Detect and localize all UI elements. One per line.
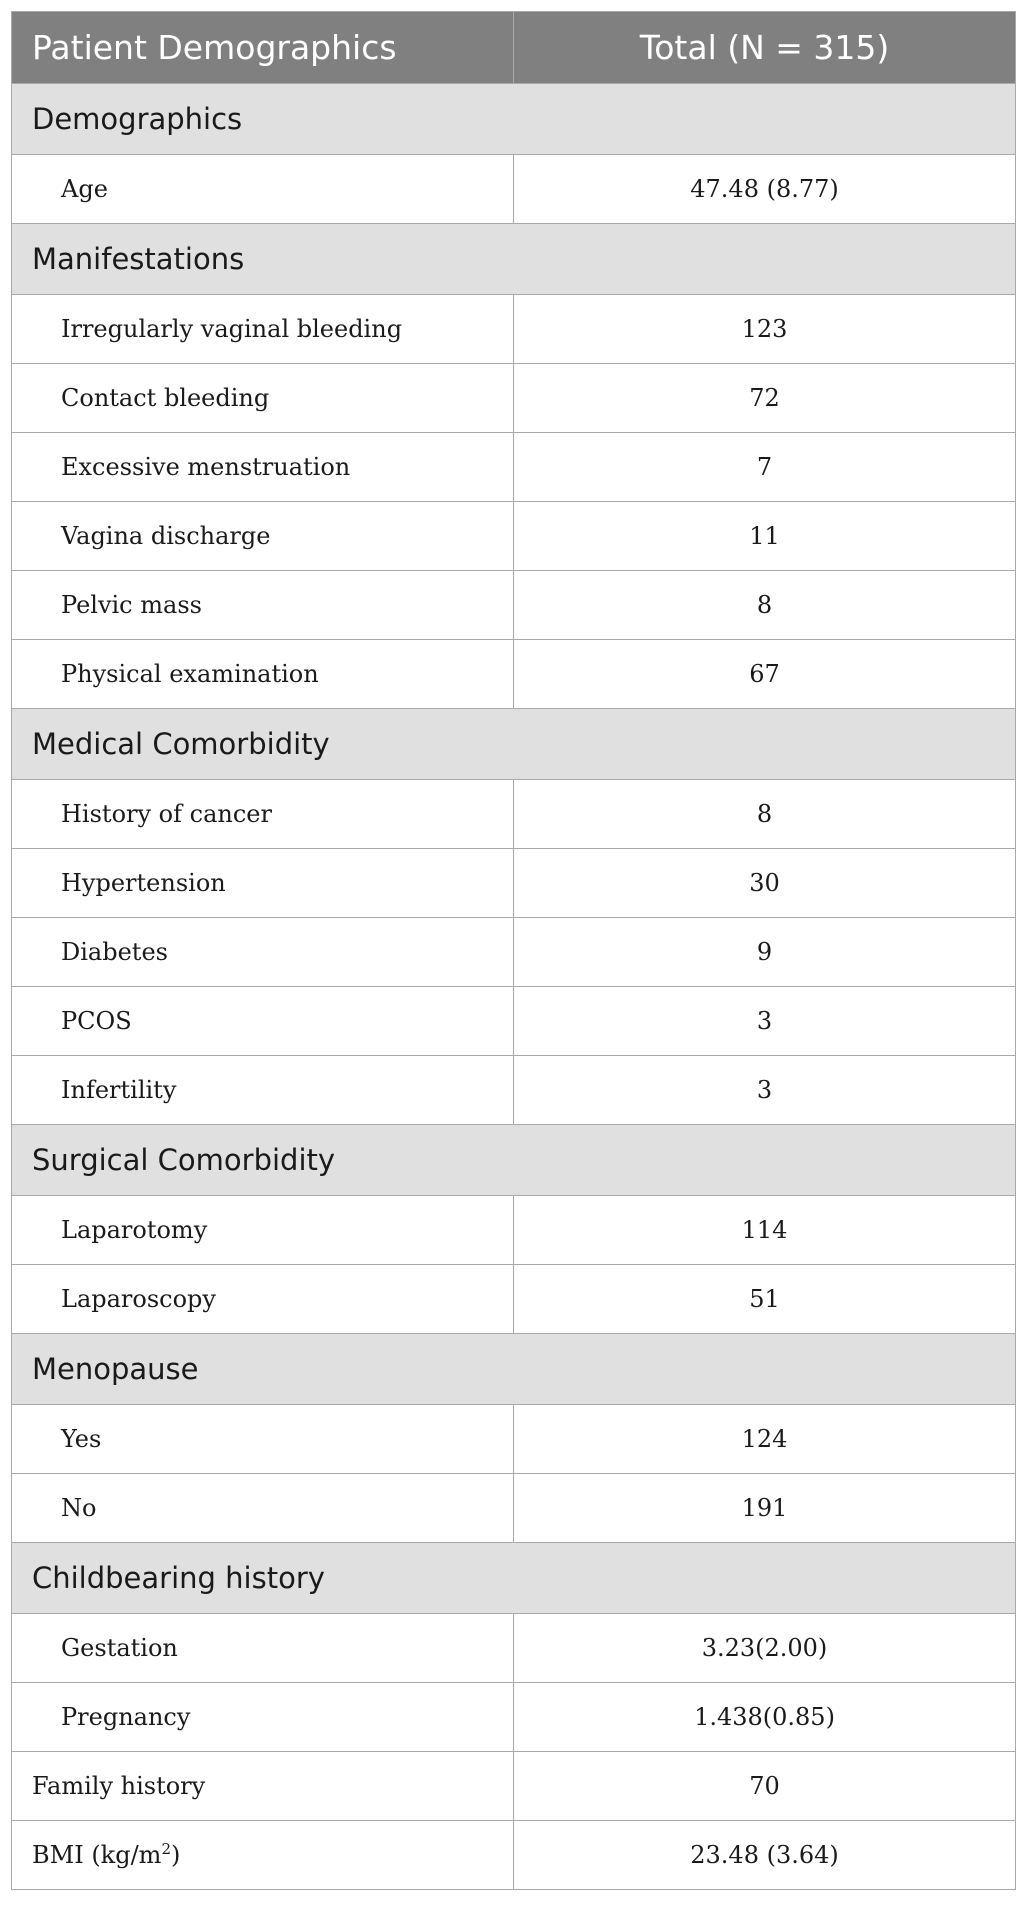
row-value: 51 xyxy=(514,1265,1016,1334)
row-value: 3.23(2.00) xyxy=(514,1614,1016,1683)
table-row xyxy=(12,571,1016,640)
table-row xyxy=(12,1614,1016,1683)
table-row xyxy=(12,1752,1016,1821)
section-demographics xyxy=(12,84,1016,155)
table-row xyxy=(12,1265,1016,1334)
row-label: Infertility xyxy=(12,1056,514,1125)
section-title: Surgical Comorbidity xyxy=(12,1125,1016,1196)
table-header-row xyxy=(12,12,1016,84)
table-row xyxy=(12,918,1016,987)
row-value: 47.48 (8.77) xyxy=(514,155,1016,224)
row-value: 1.438(0.85) xyxy=(514,1683,1016,1752)
section-menopause xyxy=(12,1334,1016,1405)
bmi-label-suffix: ) xyxy=(170,1841,181,1869)
row-value: 70 xyxy=(514,1752,1016,1821)
row-value: 191 xyxy=(514,1474,1016,1543)
section-manifestations xyxy=(12,224,1016,295)
row-label: Diabetes xyxy=(12,918,514,987)
table-row xyxy=(12,1056,1016,1125)
row-value: 123 xyxy=(514,295,1016,364)
table-row xyxy=(12,987,1016,1056)
row-value: 8 xyxy=(514,571,1016,640)
row-label: Irregularly vaginal bleeding xyxy=(12,295,514,364)
row-value: 9 xyxy=(514,918,1016,987)
row-label: Physical examination xyxy=(12,640,514,709)
section-title: Childbearing history xyxy=(12,1543,1016,1614)
table-row xyxy=(12,849,1016,918)
header-label: Patient Demographics xyxy=(12,12,514,84)
section-title: Manifestations xyxy=(12,224,1016,295)
row-value: 11 xyxy=(514,502,1016,571)
row-value: 23.48 (3.64) xyxy=(514,1821,1016,1890)
row-value: 3 xyxy=(514,1056,1016,1125)
bmi-label-superscript: 2 xyxy=(161,1840,171,1858)
demographics-table xyxy=(11,11,1016,1890)
section-title: Menopause xyxy=(12,1334,1016,1405)
row-value: 7 xyxy=(514,433,1016,502)
row-value: 30 xyxy=(514,849,1016,918)
row-label: PCOS xyxy=(12,987,514,1056)
row-value: 72 xyxy=(514,364,1016,433)
row-label: Age xyxy=(12,155,514,224)
row-value: 67 xyxy=(514,640,1016,709)
row-label xyxy=(12,1821,514,1890)
section-childbearing-history xyxy=(12,1543,1016,1614)
section-medical-comorbidity xyxy=(12,709,1016,780)
row-label: No xyxy=(12,1474,514,1543)
row-label: Laparoscopy xyxy=(12,1265,514,1334)
row-label: Contact bleeding xyxy=(12,364,514,433)
row-label: History of cancer xyxy=(12,780,514,849)
row-value: 3 xyxy=(514,987,1016,1056)
row-label: Yes xyxy=(12,1405,514,1474)
row-label: Vagina discharge xyxy=(12,502,514,571)
row-label: Excessive menstruation xyxy=(12,433,514,502)
row-label: Hypertension xyxy=(12,849,514,918)
section-title: Demographics xyxy=(12,84,1016,155)
row-label: Family history xyxy=(12,1752,514,1821)
section-surgical-comorbidity xyxy=(12,1125,1016,1196)
table-row xyxy=(12,155,1016,224)
table-row xyxy=(12,1821,1016,1890)
table-row xyxy=(12,502,1016,571)
table-row xyxy=(12,364,1016,433)
table-row xyxy=(12,433,1016,502)
row-value: 8 xyxy=(514,780,1016,849)
row-label: Laparotomy xyxy=(12,1196,514,1265)
row-label: Gestation xyxy=(12,1614,514,1683)
row-value: 124 xyxy=(514,1405,1016,1474)
section-title: Medical Comorbidity xyxy=(12,709,1016,780)
row-label: Pregnancy xyxy=(12,1683,514,1752)
table-row xyxy=(12,1196,1016,1265)
table-row xyxy=(12,1405,1016,1474)
table-row xyxy=(12,780,1016,849)
table-row xyxy=(12,295,1016,364)
header-total: Total (N = 315) xyxy=(514,12,1016,84)
table-row xyxy=(12,1683,1016,1752)
table-row xyxy=(12,1474,1016,1543)
row-value: 114 xyxy=(514,1196,1016,1265)
bmi-label-prefix: BMI (kg/m xyxy=(32,1841,162,1869)
table-row xyxy=(12,640,1016,709)
row-label: Pelvic mass xyxy=(12,571,514,640)
